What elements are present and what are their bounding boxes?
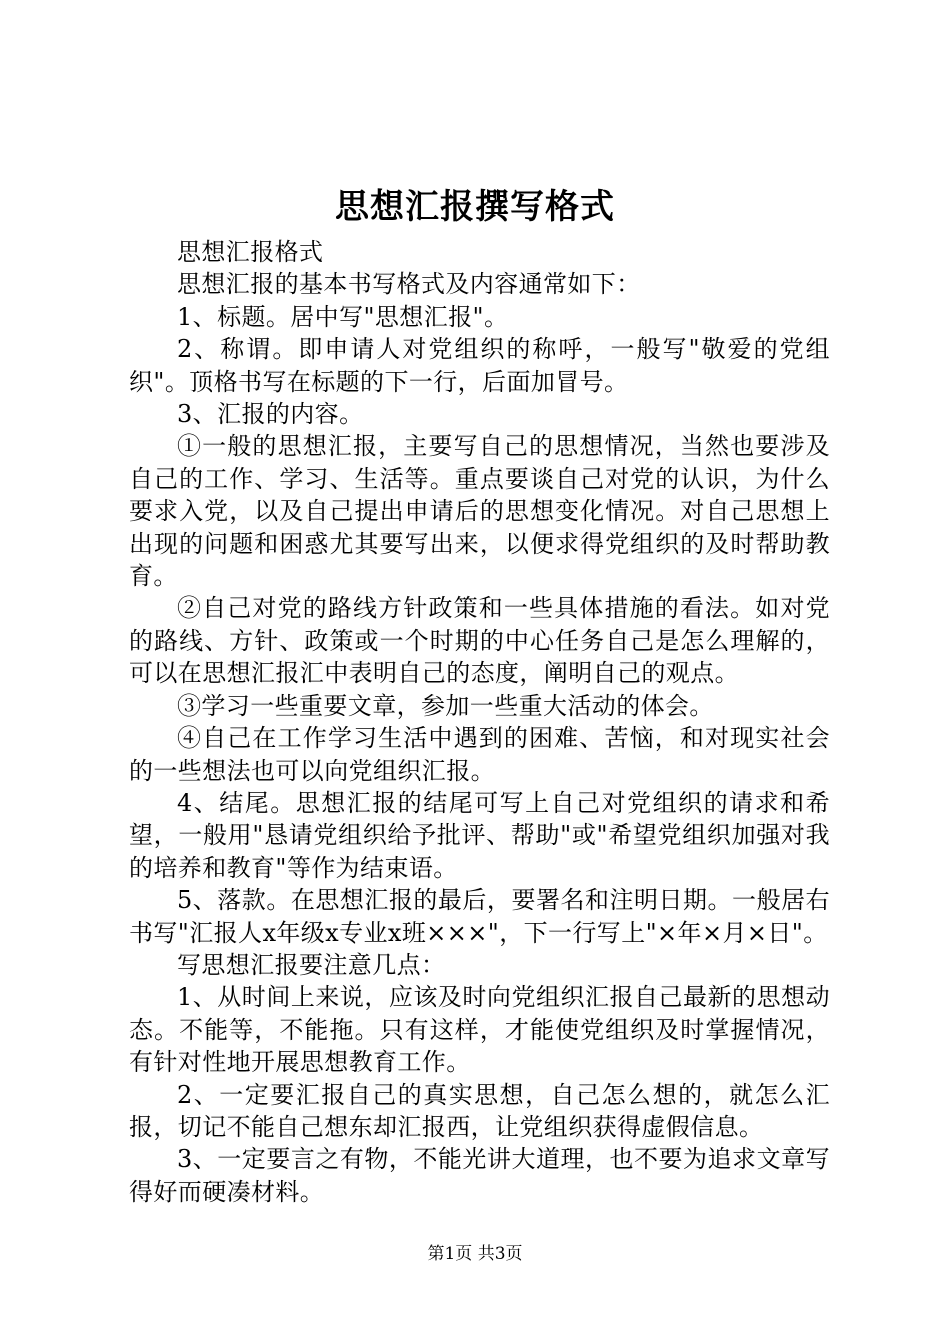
- paragraph: 3、一定要言之有物，不能光讲大道理，也不要为追求文章写得好而硬凑材料。: [129, 1145, 830, 1206]
- paragraph: 1、标题。居中写"思想汇报"。: [177, 302, 509, 331]
- paragraph: ③学习一些重要文章，参加一些重大活动的体会。: [177, 691, 714, 720]
- paragraph: 3、汇报的内容。: [177, 400, 364, 429]
- paragraph: ④自己在工作学习生活中遇到的困难、苦恼，和对现实社会的一些想法也可以向党组织汇报。: [129, 724, 830, 785]
- page-footer: 第1页 共3页: [427, 1244, 523, 1264]
- paragraph: 1、从时间上来说，应该及时向党组织汇报自己最新的思想动态。不能等，不能拖。只有这样，才能使党组织及时掌握情况，有针对性地开展思想教育工作。: [129, 983, 830, 1077]
- paragraph: 2、称谓。即申请人对党组织的称呼，一般写"敬爱的党组织"。顶格书写在标题的下一行，后面加冒号。: [129, 335, 830, 396]
- paragraph: ①一般的思想汇报，主要写自己的思想情况，当然也要涉及自己的工作、学习、生活等。重点要谈自己对党的认识，为什么要求入党，以及自己提出申请后的思想变化情况。对自己思想上出现的问题和困惑尤其要写出来，以便求得党组织的及时帮助教育。: [129, 432, 830, 591]
- paragraph: 思想汇报的基本书写格式及内容通常如下：: [177, 270, 641, 299]
- paragraph: ②自己对党的路线方针政策和一些具体措施的看法。如对党的路线、方针、政策或一个时期的中心任务自己是怎么理解的，可以在思想汇报汇中表明自己的态度，阐明自己的观点。: [129, 594, 830, 688]
- paragraph: 5、落款。在思想汇报的最后，要署名和注明日期。一般居右书写"汇报人x年级x专业x班×××"，下一行写上"×年×月×日"。: [129, 886, 830, 947]
- paragraph: 写思想汇报要注意几点：: [177, 950, 446, 979]
- paragraph: 思想汇报格式: [177, 238, 324, 266]
- document-title: 思想汇报撰写格式: [335, 187, 615, 227]
- paragraph: 2、一定要汇报自己的真实思想，自己怎么想的，就怎么汇报，切记不能自己想东却汇报西，让党组织获得虚假信息。: [129, 1080, 830, 1141]
- document-body: [129, 236, 830, 1208]
- paragraph: 4、结尾。思想汇报的结尾可写上自己对党组织的请求和希望，一般用"恳请党组织给予批评、帮助"或"希望党组织加强对我的培养和教育"等作为结束语。: [129, 788, 830, 882]
